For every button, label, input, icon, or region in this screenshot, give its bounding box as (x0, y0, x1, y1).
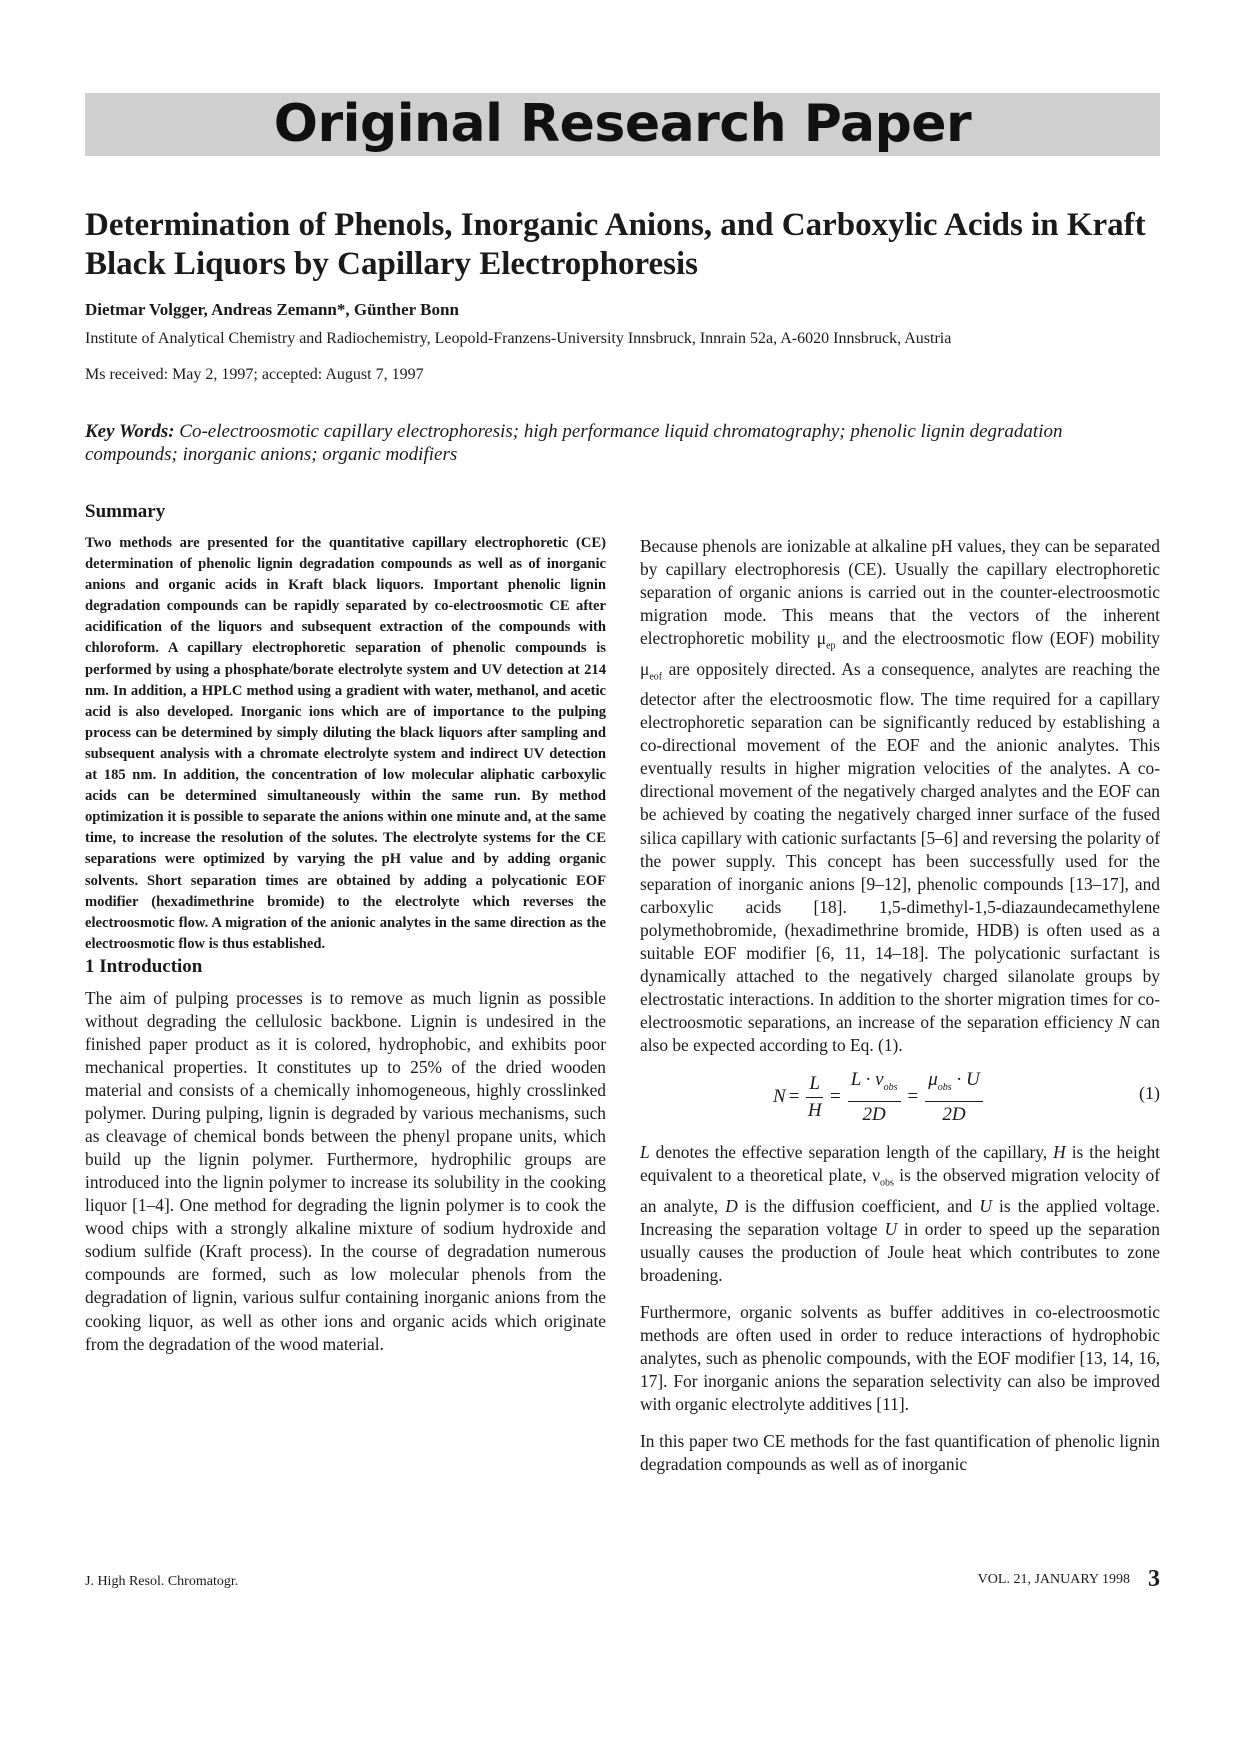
fraction-denominator: H (807, 1099, 822, 1121)
paragraph-this-paper: In this paper two CE methods for the fast quantification of phenolic lignin degradation compounds as well as of inorganic (640, 1430, 1160, 1474)
fraction-numerator (848, 1069, 901, 1102)
summary-body: Two methods are presented for the quantitative capillary electrophoretic (CE) determination of phenolic lignin degradation compounds as well as of inorganic anions and organic acids in Kraft black liquors. Important phenolic lignin degradation compounds can be rapidly separated by co-electroosmotic CE after acidification of the liquors and subsequent extraction of the compounds with chloroform. A capillary electrophoretic separation of phenolic compounds is performed by using a phosphate/borate electrolyte system and UV detection at 214 nm. In addition, a HPLC method using a gradient with water, methanol, and acetic acid is also developed. Inorganic ions which are of importance to the pulping process can be determined by simply diluting the black liquors after sampling and subsequent analysis with a chromate electrolyte system and indirect UV detection at 185 nm. In addition, the concentration of low molecular aliphatic carboxylic acids can be determined simultaneously within the same run. By method optimization it is possible to separate the anions within one minute and, at the same time, to increase the resolution of the solutes. The electrolyte systems for the CE separations were optimized by varying the pH value and by adding organic solvents. Short separation times are obtained by adding a polycationic EOF modifier (hexadimethrine bromide) to the electrolyte which reverses the electroosmotic flow. A migration of the anionic analytes in the same direction as the electroosmotic flow is thus established. (85, 535, 606, 952)
fraction-l-over-h (806, 1073, 823, 1122)
symbol: U (979, 1195, 992, 1216)
subscript: obs (937, 1081, 952, 1093)
symbol: U (884, 1218, 898, 1239)
text: is the applied voltage. Increasing the separation voltage (640, 1195, 1160, 1239)
subscript: obs (883, 1081, 898, 1093)
footer-journal: J. High Resol. Chromatogr. (85, 1574, 239, 1589)
paragraph-variables (640, 1141, 1160, 1287)
equation-number: (1) (1139, 1082, 1160, 1103)
symbol: N (1118, 1011, 1131, 1032)
symbol: D (725, 1195, 738, 1216)
equation-1 (640, 1065, 1160, 1127)
introduction-body: The aim of pulping processes is to remove as much lignin as possible without degrading the cellulosic backbone. Lignin is undesired in the finished paper product as it is colored, hydrophobic, and exhibits poor mechanical properties. It constitutes up to 25% of the dried wooden material and consists of a chemically inhomogeneous, highly crosslinked polymer. During pulping, lignin is degraded by various mechanisms, such as cleavage of chemical bonds between the phenyl propane units, which build up the lignin polymer. Furthermore, hydrophilic groups are introduced into the lignin polymer to increase its solubility in the cooking liquor [1–4]. One method for degrading the lignin polymer is to cook the wood chips with a strongly alkaline mixture of sodium hydroxide and sodium sulfide (Kraft process). In the course of degradation numerous compounds are formed, such as low molecular phenols from the degradation of lignin, various sulfur containing inorganic anions from the cooking liquor, as well as other ions and organic acids which originate from the degradation of the wood material. (85, 987, 606, 1354)
text: Because phenols are ionizable at alkaline pH values, they can be separated by capillary electrophoresis (CE). Usually the capillary electrophoretic separation of organic anions is carried out in the counter-electroosmotic migration mode. This means that the vectors of the inherent electrophoretic mobility μ (640, 536, 1160, 649)
footer-right (978, 1566, 1160, 1593)
keywords (85, 420, 1160, 466)
affiliation: Institute of Analytical Chemistry and Radiochemistry, Leopold-Franzens-University Innsbruck, Innrain 52a, A-6020 Innsbruck, Austria (85, 330, 952, 347)
text: · U (951, 1068, 980, 1090)
text: is the diffusion coefficient, and (737, 1195, 980, 1216)
text: and the electroosmotic flow (EOF) mobility μ (640, 628, 1160, 679)
symbol: L (640, 1141, 650, 1162)
keywords-label: Key Words: (85, 421, 175, 442)
paragraph-ce-mobility (640, 535, 1160, 1057)
text: μ (928, 1068, 938, 1090)
keywords-text: Co-electroosmotic capillary electrophoresis; high performance liquid chromatography; phenolic lignin degradation compounds; inorganic anions; organic modifiers (85, 421, 1063, 465)
fraction-denominator: 2D (942, 1103, 966, 1125)
fraction-numerator: L (806, 1073, 823, 1098)
right-column (640, 535, 1160, 1476)
text: denotes the effective separation length of the capillary, (649, 1141, 1054, 1162)
text: in order to speed up the separation usually causes the production of Joule heat which contributes to zone broadening. (640, 1218, 1160, 1285)
subscript: eof (649, 671, 663, 683)
subscript: ep (826, 640, 836, 652)
eq-equals: = (788, 1086, 800, 1108)
fraction-numerator (925, 1069, 982, 1102)
introduction-heading: 1 Introduction (85, 955, 203, 977)
eq-equals: = (829, 1086, 841, 1108)
text: is the height equivalent to a theoretical plate, ν (640, 1141, 1160, 1186)
text: L · v (850, 1068, 884, 1090)
paragraph-organic-solvents: Furthermore, organic solvents as buffer additives in co-electroosmotic methods are often used in order to reduce interactions of hydrophobic analytes, such as phenolic compounds, with the EOF modifier [13, 14, 16, 17]. For inorganic anions the separation selectivity can also be improved with organic electrolyte additives [11]. (640, 1301, 1160, 1414)
authors: Dietmar Volgger, Andreas Zemann*, Günther Bonn (85, 300, 459, 319)
subscript: obs (880, 1177, 894, 1189)
fraction-mu-u-over-2d (925, 1069, 982, 1126)
page-number: 3 (1148, 1566, 1160, 1592)
eq-lhs: N (773, 1086, 786, 1108)
received-dates: Ms received: May 2, 1997; accepted: August 7, 1997 (85, 366, 424, 383)
paper-title: Determination of Phenols, Inorganic Anions, and Carboxylic Acids in Kraft Black Liquors by Capillary Electrophoresis (85, 207, 1146, 282)
footer-volume: VOL. 21, JANUARY 1998 (977, 1572, 1130, 1587)
eq-equals: = (907, 1086, 919, 1108)
fraction-lv-over-2d (848, 1069, 901, 1126)
symbol: H (1053, 1141, 1066, 1162)
summary-heading: Summary (85, 501, 166, 522)
equation-body (773, 1069, 987, 1126)
text: can also be expected according to Eq. (1). (640, 1011, 1160, 1055)
left-column (85, 500, 606, 1356)
text: is the observed migration velocity of an analyte, (640, 1165, 1160, 1216)
text: are oppositely directed. As a consequence, analytes are reaching the detector after the electroosmotic flow. The time required for a capillary electrophoretic separation can be significantly reduced by establishing a co-directional movement of the EOF and the anionic analytes. This eventually results in higher migration velocities of the analytes. A co-directional movement of the negatively charged analytes and the EOF can be achieved by coating the negatively charged inner surface of the fused silica capillary with cationic surfactants [5–6] and reversing the polarity of the power supply. This concept has been successfully used for the separation of inorganic anions [9–12], phenolic compounds [13–17], and carboxylic acids [18]. 1,5-dimethyl-1,5-diazaundecamethylene polymethobromide, (hexadimethrine bromide, HDB) is often used as a suitable EOF modifier [6, 11, 14–18]. The polycationic surfactant is dynamically attached to the negatively charged silanolate groups by electrostatic interactions. In addition to the shorter migration times for co-electroosmotic separations, an increase of the separation efficiency (640, 658, 1160, 1032)
article-type-banner: Original Research Paper (85, 93, 1160, 156)
fraction-denominator: 2D (862, 1103, 886, 1125)
